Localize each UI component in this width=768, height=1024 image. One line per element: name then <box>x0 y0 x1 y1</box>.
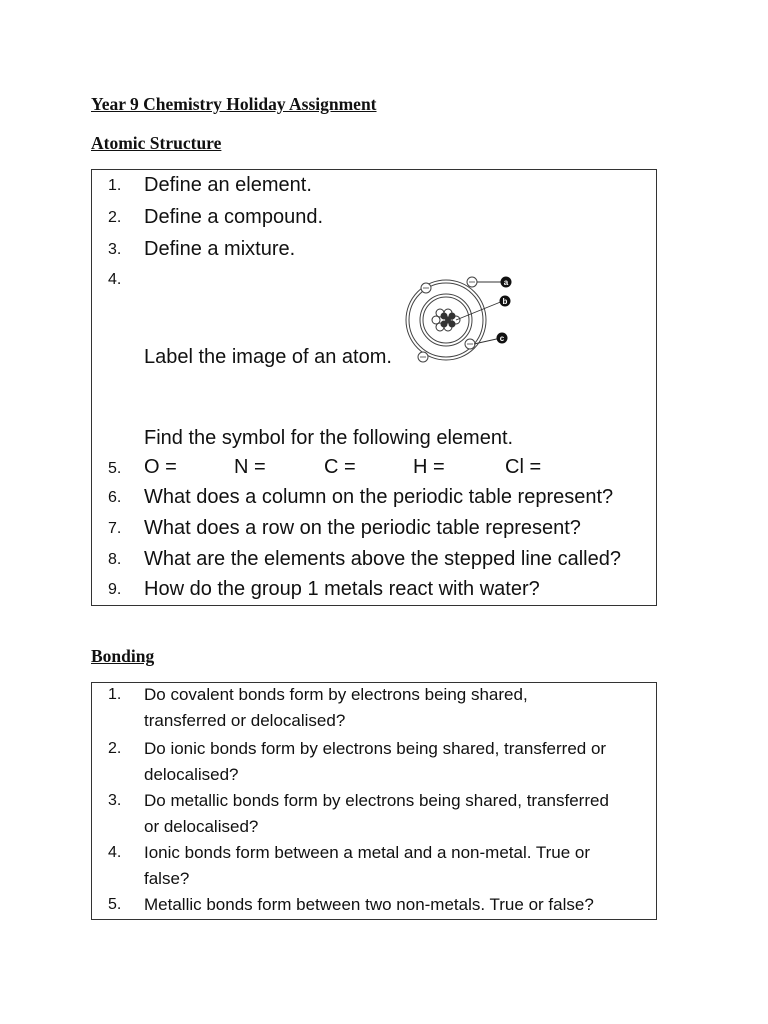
question-number: 2. <box>108 209 122 226</box>
question-text: What does a row on the periodic table represent? <box>144 517 581 539</box>
element-symbol-blank-h: H = <box>413 456 445 478</box>
question-text: Label the image of an atom. <box>144 346 392 368</box>
atomic-structure-question-box <box>91 169 657 606</box>
question-text: How do the group 1 metals react with water? <box>144 578 540 600</box>
question-text: delocalised? <box>144 765 239 784</box>
atom-diagram <box>402 270 522 372</box>
element-symbol-blank-o: O = <box>144 456 177 478</box>
question-text: Define a compound. <box>144 206 324 228</box>
question-number: 4. <box>108 844 122 861</box>
question-intro-text: Find the symbol for the following element. <box>144 427 514 449</box>
question-text: or delocalised? <box>144 817 259 836</box>
atom-label-b: b <box>502 297 508 306</box>
question-number: 6. <box>108 489 122 506</box>
question-number: 1. <box>108 177 122 194</box>
question-text: Metallic bonds form between two non-metals. True or false? <box>144 895 594 914</box>
question-text: Do metallic bonds form by electrons being shared, transferred <box>144 791 609 810</box>
question-number: 2. <box>108 740 122 757</box>
question-text: Do ionic bonds form by electrons being shared, transferred or <box>144 739 607 758</box>
question-number: 9. <box>108 581 122 598</box>
question-text: Ionic bonds form between a metal and a non-metal. True or <box>144 843 591 862</box>
element-symbol-blank-n: N = <box>234 456 266 478</box>
question-number: 7. <box>108 520 122 537</box>
question-number: 5. <box>108 460 122 477</box>
question-text: Define an element. <box>144 174 312 196</box>
question-number: 4. <box>108 271 122 288</box>
question-text: Do covalent bonds form by electrons being shared, <box>144 685 528 704</box>
atom-label-a: a <box>503 278 509 287</box>
element-symbol-blank-cl: Cl = <box>505 456 542 478</box>
element-symbol-blank-c: C = <box>324 456 356 478</box>
atom-label-c: c <box>499 334 505 343</box>
question-number: 3. <box>108 241 122 258</box>
section-heading-bonding: Bonding <box>91 646 155 666</box>
question-number: 1. <box>108 686 122 703</box>
bonding-question-box <box>91 682 657 920</box>
question-text: What does a column on the periodic table represent? <box>144 486 614 508</box>
section-heading-atomic-structure: Atomic Structure <box>91 133 222 153</box>
question-text: transferred or delocalised? <box>144 711 346 730</box>
question-number: 3. <box>108 792 122 809</box>
question-text: false? <box>144 869 190 888</box>
question-text: What are the elements above the stepped line called? <box>144 548 621 570</box>
question-number: 8. <box>108 551 122 568</box>
question-number: 5. <box>108 896 122 913</box>
question-text: Define a mixture. <box>144 238 296 260</box>
page-title: Year 9 Chemistry Holiday Assignment <box>91 94 377 114</box>
